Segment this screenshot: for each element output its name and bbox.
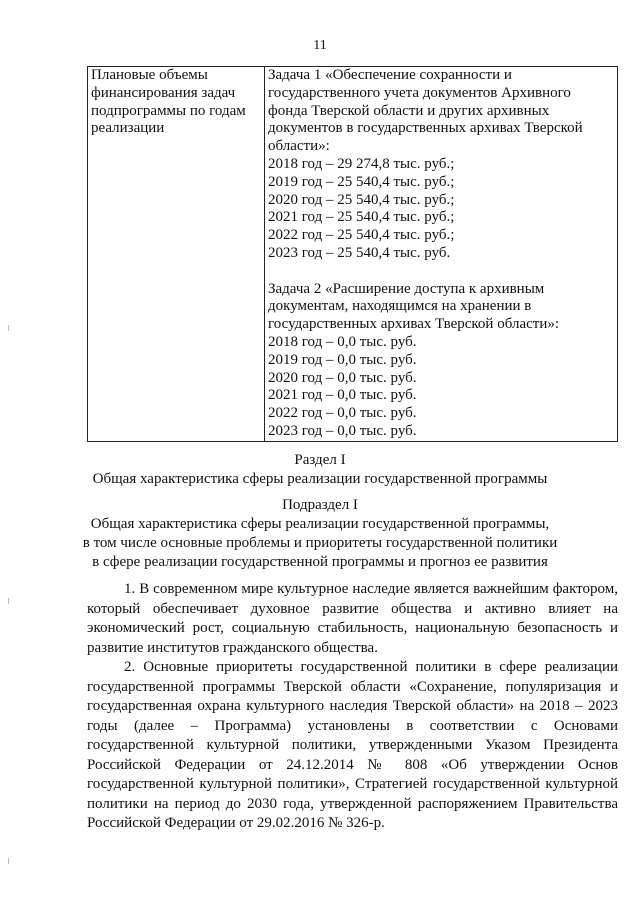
task2-year-amount: 2020 год – 0,0 тыс. руб. [268,369,417,386]
task1-title-line: Задача 1 «Обеспечение сохранности и [268,67,512,83]
task1-year-amount: 2022 год – 25 540,4 тыс. руб.; [268,227,455,244]
task1-title-line: документов в государственных архивах Тверской [268,120,583,137]
task1-title-line: государственного учета документов Архивного [268,84,571,101]
task1-year-amount: 2019 год – 25 540,4 тыс. руб.; [268,173,455,190]
section-title: Общая характеристика сферы реализации государственной программы [92,471,548,487]
scan-margin-mark [8,598,9,604]
task2-year-amount: 2022 год – 0,0 тыс. руб. [268,405,417,422]
funding-details [265,67,618,442]
task1-year-amount: 2020 год – 25 540,4 тыс. руб.; [268,191,455,208]
task1-title-line: фонда Тверской области и других архивных [268,102,550,119]
task1-block [268,67,617,263]
funding-table [87,66,618,442]
task2-year-amount: 2023 год – 0,0 тыс. руб. [268,422,417,439]
funding-label: Плановые объемы финансирования задач подпрограммы по годам реализации [88,67,265,442]
task2-title-line: Задача 2 «Расширение доступа к архивным [268,280,545,297]
paragraph: 1. В современном мире культурное наследие является важнейшим фактором, который обеспечивает духовное развитие общества и активно влияет на экономический рост, социальную стабильность, национальную безопасность и развитие институтов гражданского общества. [87,581,618,656]
task1-title-line: области»: [268,138,330,155]
task2-year-amount: 2021 год – 0,0 тыс. руб. [268,387,417,404]
page-number: 11 [313,38,327,53]
task2-title-line: государственных архивах Тверской области»: [268,316,560,333]
scan-margin-mark [8,325,9,331]
task2-year-amount: 2018 год – 0,0 тыс. руб. [268,333,417,350]
task2-block [268,281,617,441]
funding-row [88,67,618,442]
task1-year-amount: 2021 год – 25 540,4 тыс. руб.; [268,209,455,226]
paragraph: 2. Основные приоритеты государственной политики в сфере реализации государственной программы Тверской области «Сохранение, популяризация и государственная охрана культурного наследия Тверской области» на 2018 – 2023 годы (далее – Программа) установлены в соответствии с Основами государственной культурной политики, утвержденными Указом Президента Российской Федерации от 24.12.2014 № 808 «Об утверждении Основ государственной культурной политики», Стратегией государственной культурной политики на период до 2030 года, утвержденной распоряжением Правительства Российской Федерации от 29.02.2016 № 326-р. [87,659,618,831]
task2-title-line: документам, находящимся на хранении в [268,298,532,315]
task2-year-amount: 2019 год – 0,0 тыс. руб. [268,351,417,368]
section-heading [0,451,640,489]
subsection-label: Подраздел I [282,497,358,513]
subsection-heading [0,496,640,572]
task1-year-amount: 2018 год – 29 274,8 тыс. руб.; [268,155,455,172]
section-label: Раздел I [294,452,346,468]
subsection-title-line: Общая характеристика сферы реализации государственной программы, [90,516,550,532]
body-text [87,580,618,834]
spacer [268,263,617,281]
scan-margin-mark [8,858,9,864]
subsection-title-line: в сфере реализации государственной программы и прогноз ее развития [92,554,548,570]
subsection-title-line: в том числе основные проблемы и приоритеты государственной политики [82,535,558,551]
task1-year-amount: 2023 год – 25 540,4 тыс. руб. [268,244,451,261]
